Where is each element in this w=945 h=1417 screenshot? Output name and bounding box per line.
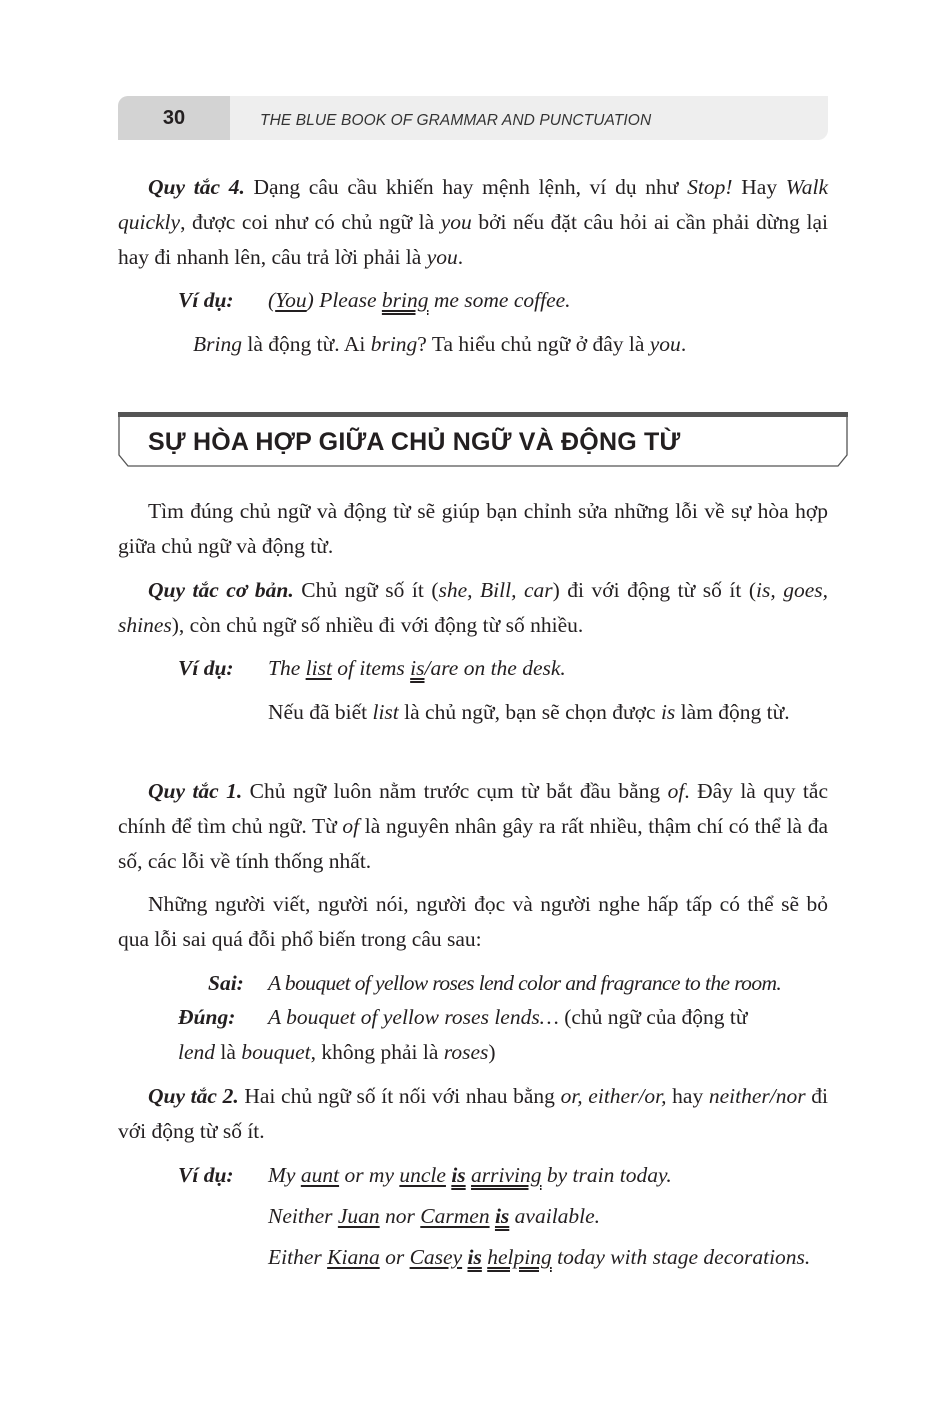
page-number: 30	[118, 96, 230, 140]
text: or	[379, 1245, 410, 1269]
section-title: SỰ HÒA HỢP GIỮA CHỦ NGỮ VÀ ĐỘNG TỪ	[148, 428, 681, 456]
text: nor	[379, 1204, 421, 1228]
text: Bring	[193, 332, 242, 356]
text: or my	[339, 1163, 400, 1187]
rule-1-label: Quy tắc 1.	[148, 779, 243, 803]
text: ? Ta hiểu chủ ngữ ở đây là	[417, 332, 650, 356]
rule-2-label: Quy tắc 2.	[148, 1084, 239, 1108]
text: is, goes, shines	[118, 578, 829, 637]
text: ) Please	[306, 288, 382, 312]
example-label: Ví dụ:	[178, 656, 234, 680]
verb: is	[494, 1204, 510, 1228]
text: Chủ ngữ số ít (	[293, 578, 439, 602]
example-sentence-1	[268, 1158, 828, 1193]
text: she, Bill, car	[438, 578, 553, 602]
text: of	[667, 779, 685, 803]
text: .	[680, 332, 687, 356]
subject: You	[275, 288, 307, 312]
verb: arriving	[471, 1163, 542, 1187]
text: bring	[370, 332, 418, 356]
right-label: Đúng:	[178, 1005, 236, 1029]
text: roses	[443, 1040, 489, 1064]
text: (	[268, 288, 276, 312]
subject: Carmen	[420, 1204, 490, 1228]
text: Dạng câu cầu khiến hay mệnh lệnh, ví dụ như	[244, 175, 688, 199]
text: The	[268, 656, 306, 680]
text: you	[440, 210, 472, 234]
verb: is	[410, 656, 425, 680]
section-heading-box	[118, 412, 848, 468]
text: , không phải là	[310, 1040, 444, 1064]
text: đi với động từ số ít.	[118, 1084, 828, 1143]
running-header	[118, 96, 828, 140]
text: ) đi với động từ số ít (	[552, 578, 756, 602]
text: bouquet	[241, 1040, 311, 1064]
text: . Đây là quy tắc chính để tìm chủ ngữ. Từ	[118, 779, 828, 838]
rule-2-paragraph	[118, 1079, 828, 1149]
text: là nguyên nhân gây ra rất nhiều, thậm chí có thể là đa số, các lỗi về tính thống nhất.	[118, 814, 828, 873]
example-note	[268, 695, 828, 730]
intro-paragraph: Tìm đúng chủ ngữ và động từ sẽ giúp bạn chỉnh sửa những lỗi về sự hòa hợp giữa chủ ngữ và động từ.	[118, 499, 828, 558]
right-sentence	[268, 1000, 828, 1035]
text: Stop!	[687, 175, 733, 199]
rule-1-paragraph	[118, 774, 828, 879]
text: or, either/or,	[560, 1084, 667, 1108]
text: you	[649, 332, 681, 356]
text: Walk quickly	[118, 175, 828, 234]
text: là động từ. Ai	[241, 332, 371, 356]
text: , được coi như có chủ ngữ là	[180, 210, 441, 234]
subject: uncle	[399, 1163, 446, 1187]
verb: helping	[487, 1245, 552, 1269]
wrong-sentence: A bouquet of yellow roses lend color and fragrance to the room.	[268, 971, 782, 995]
text: A bouquet of yellow roses lends…	[268, 1005, 559, 1029]
text: you	[426, 245, 458, 269]
text: Hay	[732, 175, 786, 199]
text: neither/nor	[708, 1084, 806, 1108]
text: hay	[666, 1084, 709, 1108]
example-sentence-3	[268, 1240, 828, 1275]
text: Nếu đã biết	[268, 700, 373, 724]
subject: list	[305, 656, 332, 680]
example-sentence	[268, 651, 828, 686]
text: me some coffee.	[428, 288, 571, 312]
text: is	[660, 700, 676, 724]
basic-rule-paragraph	[118, 573, 828, 643]
text: Neither	[268, 1204, 338, 1228]
example-note	[193, 327, 833, 362]
wrong-label: Sai:	[208, 971, 244, 995]
text: available.	[509, 1204, 601, 1228]
text: )	[488, 1040, 496, 1064]
example-sentence-2	[268, 1199, 828, 1234]
example-sentence	[268, 283, 828, 318]
text: là chủ ngữ, bạn sẽ chọn được	[398, 700, 661, 724]
text: Chủ ngữ luôn nằm trước cụm từ bắt đầu bằng	[242, 779, 668, 803]
example-label: Ví dụ:	[178, 1163, 234, 1187]
rule-4-label: Quy tắc 4.	[148, 175, 245, 199]
text: là	[215, 1040, 242, 1064]
text: .	[457, 245, 464, 269]
text: bởi nếu đặt câu hỏi ai cần phải dừng lại hay đi nhanh lên, câu trả lời phải là	[118, 210, 828, 269]
text: of	[342, 814, 360, 838]
subject: Casey	[409, 1245, 463, 1269]
example-label: Ví dụ:	[178, 288, 234, 312]
text: of items	[331, 656, 411, 680]
basic-rule-label: Quy tắc cơ bản.	[148, 578, 294, 602]
subject: Kiana	[327, 1245, 380, 1269]
verb: is	[467, 1245, 482, 1269]
text: list	[372, 700, 399, 724]
verb: bring	[381, 288, 429, 312]
text: ), còn chủ ngữ số nhiều đi với động từ số nhiều.	[171, 613, 584, 637]
book-title: THE BLUE BOOK OF GRAMMAR AND PUNCTUATION	[260, 112, 652, 129]
text: lend	[178, 1040, 216, 1064]
text: làm động từ.	[675, 700, 790, 724]
text: /are on the desk.	[424, 656, 566, 680]
verb: is	[451, 1163, 466, 1187]
hasty-paragraph: Những người viết, người nói, người đọc và người nghe hấp tấp có thể sẽ bỏ qua lỗi sai quá đỗi phổ biến trong câu sau:	[118, 892, 828, 951]
text: My	[268, 1163, 301, 1187]
text: (chủ ngữ của động từ	[558, 1005, 748, 1029]
text: today with stage decorations.	[551, 1245, 811, 1269]
text: Hai chủ ngữ số ít nối với nhau bằng	[238, 1084, 561, 1108]
right-sentence-continued	[178, 1035, 828, 1070]
subject: Juan	[337, 1204, 380, 1228]
subject: aunt	[300, 1163, 340, 1187]
rule-4-paragraph	[118, 170, 828, 275]
text: by train today.	[541, 1163, 672, 1187]
text: Either	[268, 1245, 328, 1269]
